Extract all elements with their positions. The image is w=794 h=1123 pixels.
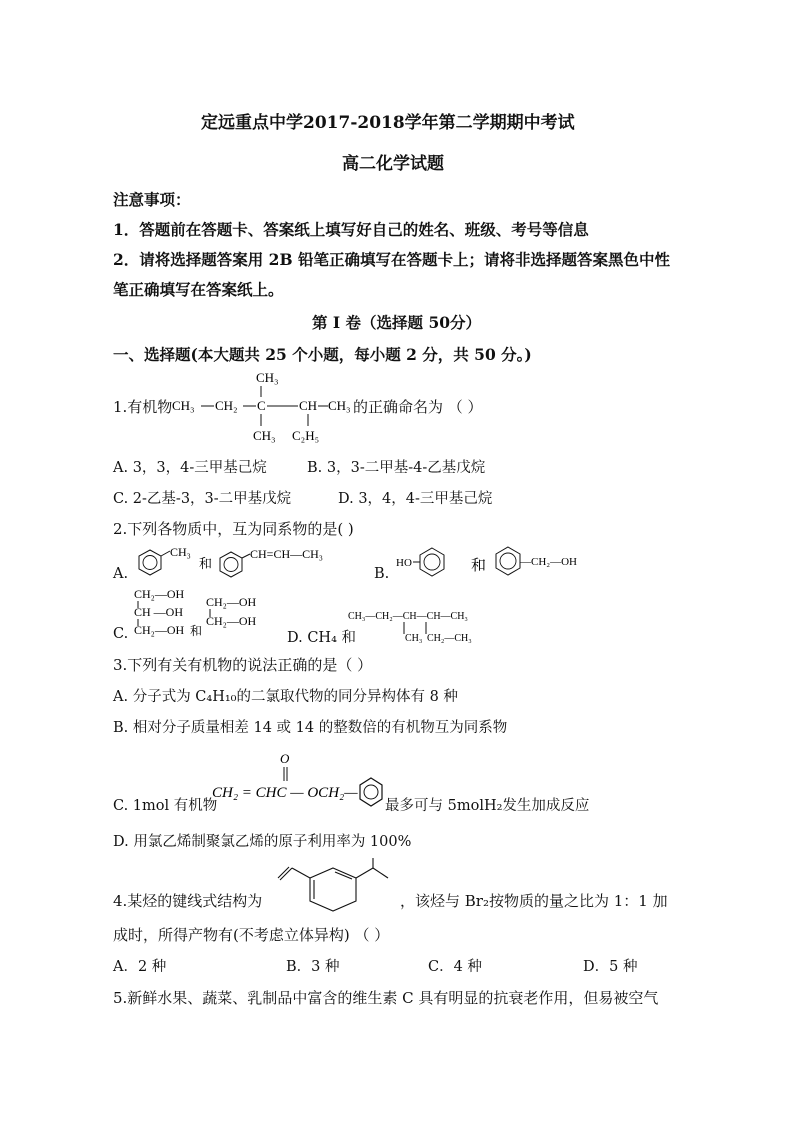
q1-suffix: 的正确命名为 （ ） [353, 398, 483, 416]
q2-option-b-structures [396, 540, 596, 588]
q1-option-c: C. 2-乙基-3，3-二甲基戊烷 [113, 491, 292, 507]
q4-line-2: 成时，所得产物有(不考虑立体异构) （ ） [113, 926, 390, 944]
q2-stem: 2.下列各物质中，互为同系物的是( ) [113, 520, 354, 538]
q1-top-methyl: CH₃ [256, 370, 279, 385]
q1-option-a: A. 3，3，4-三甲基己烷 [113, 460, 267, 476]
q2-d-main-chain: CH₃—CH₂—CH—CH—CH₃ [348, 611, 468, 622]
benzene-ring-icon [420, 548, 444, 576]
q3-option-d: D. 用氯乙烯制聚氯乙烯的原子利用率为 100% [113, 834, 412, 850]
benzene-ring-icon [496, 547, 520, 575]
q2-d-branch-ethyl: CH₂—CH₃ [427, 633, 472, 644]
q3-option-c-suffix: 最多可与 5molH₂发生加成反应 [385, 798, 590, 814]
q1-main-5: CH₃ [328, 398, 351, 413]
q1-main-4: CH [299, 398, 318, 413]
q1-main-2: CH₂ [215, 398, 238, 413]
q2-label-c: C. [113, 626, 129, 642]
q4-skeletal-structure [270, 856, 410, 926]
benzene-ring-icon [139, 550, 161, 575]
q2-b-hydroxymethyl: —CH₂—OH [520, 556, 578, 568]
q2-b-hydroxyl: HO [396, 557, 412, 569]
q3-c-carbonyl-oxygen: O [280, 751, 290, 766]
q1-structural-formula [172, 366, 354, 448]
section-title: 第 I 卷（选择题 50分） [312, 313, 482, 332]
q1-prefix: 1.有机物 [113, 398, 173, 416]
notes-heading: 注意事项： [113, 190, 191, 209]
exam-subtitle: 高二化学试题 [342, 154, 444, 174]
q2-c-glycol-2: CH₂—OH [206, 614, 257, 628]
q2-c-glycerol-2: CH —OH [134, 605, 184, 619]
q4-option-a: A．2 种 [113, 959, 167, 975]
notes-item-1: 1．答题前在答题卡、答案纸上填写好自己的姓名、班级、考号等信息 [113, 220, 589, 239]
q2-c-and: 和 [190, 624, 203, 638]
q1-bottom-left-methyl: CH₃ [253, 428, 276, 443]
q1-main-1: CH₃ [172, 398, 195, 413]
q1-main-3: C [257, 398, 266, 413]
q2-c-glycol-1: CH₂—OH [206, 595, 257, 609]
q1-bottom-right-ethyl: C₂H₅ [292, 428, 320, 443]
q4-prefix: 4.某烃的键线式结构为 [113, 892, 263, 910]
q4-option-c: C．4 种 [428, 959, 482, 975]
q3-c-ester-chain: CH₂ = CHC — OCH₂— [212, 785, 358, 801]
q4-option-d: D．5 种 [583, 959, 638, 975]
q3-option-c-structure [212, 745, 392, 815]
q2-b-and: 和 [471, 558, 487, 574]
q3-stem: 3.下列有关有机物的说法正确的是（ ） [113, 656, 373, 674]
q4-option-b: B．3 种 [286, 959, 340, 975]
q2-a-methyl: CH₃ [170, 545, 191, 559]
q5-stem-line-1: 5.新鲜水果、蔬菜、乳制品中富含的维生素 C 具有明显的抗衰老作用，但易被空气 [113, 989, 659, 1007]
section-part-heading: 一、选择题(本大题共 25 个小题，每小题 2 分，共 50 分。) [113, 345, 532, 364]
q2-label-a: A. [113, 566, 129, 582]
q3-option-a: A. 分子式为 C₄H₁₀的二氯取代物的同分异构体有 8 种 [113, 689, 458, 705]
notes-item-2-line-2: 笔正确填写在答案纸上。 [113, 280, 284, 299]
q2-label-b: B. [374, 566, 390, 582]
exam-title: 定远重点中学2017-2018学年第二学期期中考试 [201, 113, 575, 133]
q3-option-c-prefix: C. 1mol 有机物 [113, 798, 218, 814]
q2-d-branch-methyl: CH₃ [405, 633, 423, 644]
q1-option-d: D. 3，4，4-三甲基己烷 [338, 491, 493, 507]
q3-option-b: B. 相对分子质量相差 14 或 14 的整数倍的有机物互为同系物 [113, 720, 508, 736]
q2-c-glycerol-1: CH₂—OH [134, 587, 185, 601]
benzene-ring-icon [220, 552, 242, 577]
notes-item-2-line-1: 2．请将选择题答案用 2B 铅笔正确填写在答题卡上；请将非选择题答案黑色中性 [113, 250, 670, 269]
q2-option-d-structure [348, 604, 478, 646]
q2-a-propenyl: CH=CH—CH₃ [250, 547, 323, 561]
q2-label-d: D. CH₄ 和 [287, 630, 356, 646]
benzene-ring-icon [360, 778, 382, 806]
q2-option-c-structures [130, 584, 270, 644]
q4-suffix: ，该烃与 Br₂按物质的量之比为 1：1 加 [400, 892, 668, 910]
q2-c-glycerol-3: CH₂—OH [134, 623, 185, 637]
q2-a-and: 和 [199, 556, 213, 571]
q2-option-a-structures [132, 544, 352, 588]
q1-option-b: B. 3，3-二甲基-4-乙基戊烷 [307, 460, 486, 476]
